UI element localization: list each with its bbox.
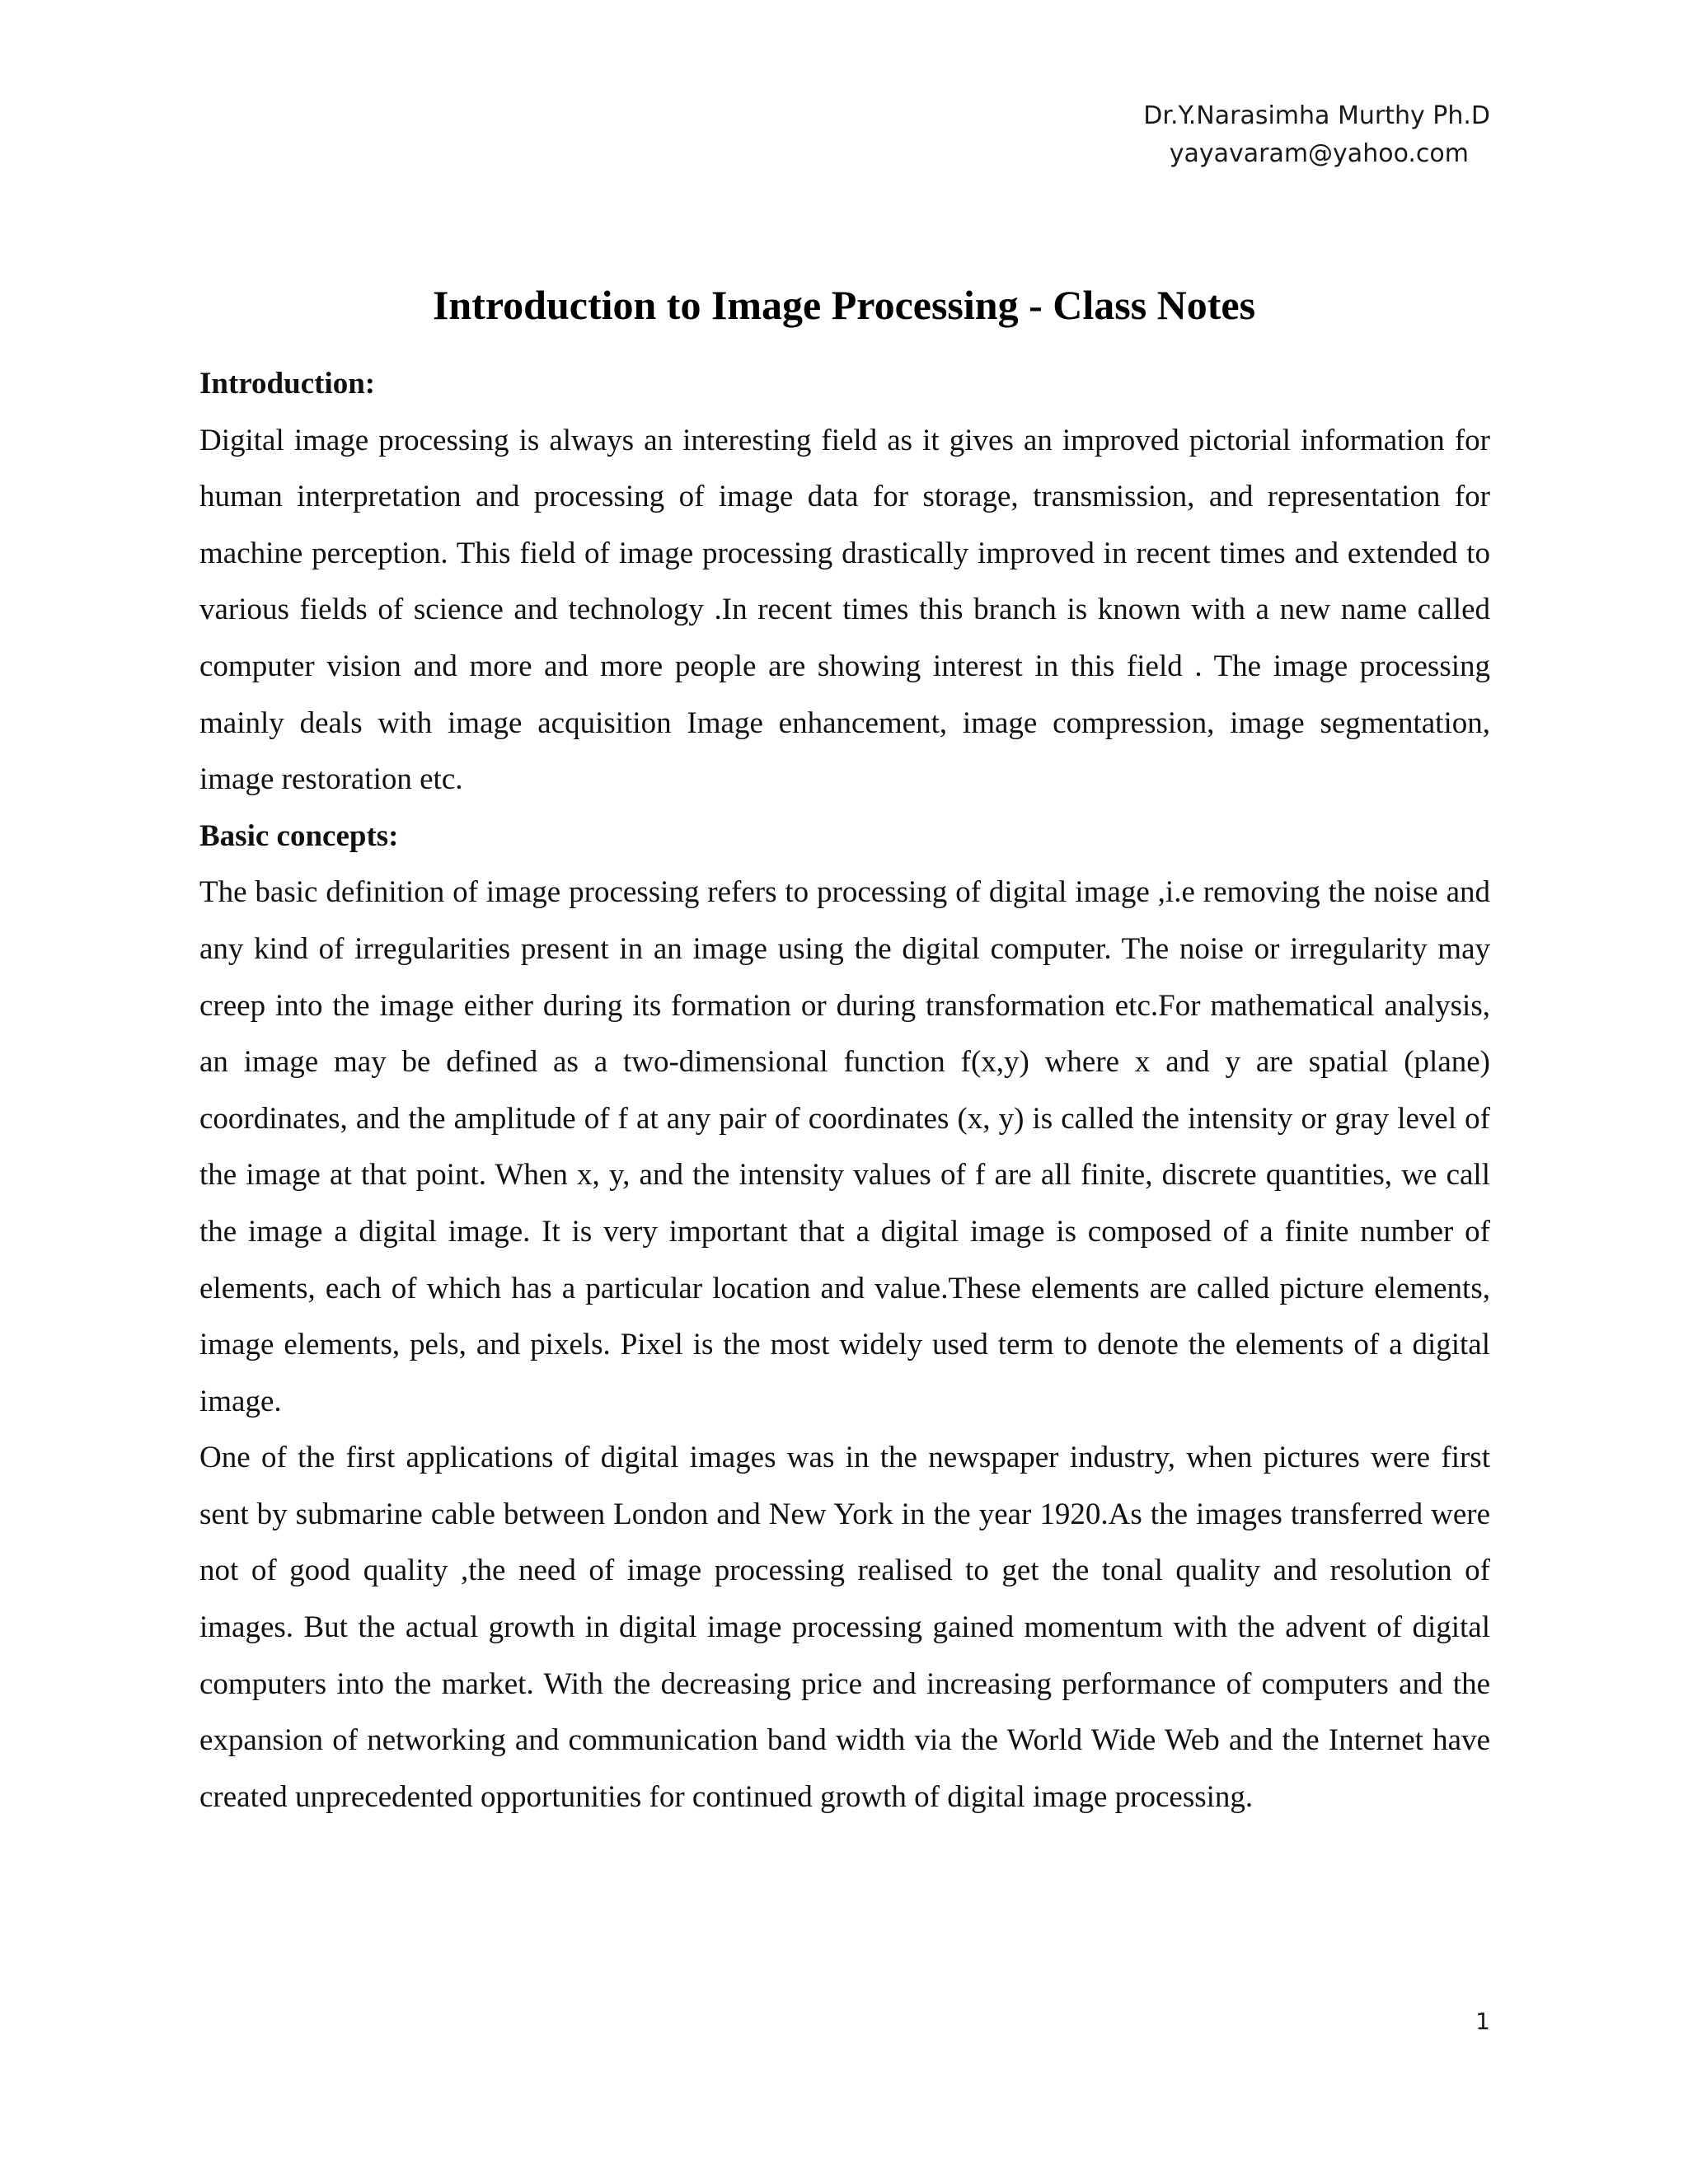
document-body [199,356,1490,1825]
author-name: Dr.Y.Narasimha Murthy Ph.D [1143,101,1490,130]
introduction-paragraph: Digital image processing is always an interesting field as it gives an improved pictorial information for human interpretation and processing of image data for storage, transmission, and representation for machine perception. This field of image processing drastically improved in recent times and extended to various fields of science and technology .In recent times this branch is known with a new name called computer vision and more and more people are showing interest in this field . The image processing mainly deals with image acquisition Image enhancement, image compression, image segmentation, image restoration etc. [199,423,1490,797]
basic-concepts-paragraph-2: One of the first applications of digital images was in the newspaper industry, when pictures were first sent by submarine cable between London and New York in the year 1920.As the images transferred were not of good quality ,the need of image processing realised to get the tonal quality and resolution of images. But the actual growth in digital image processing gained momentum with the advent of digital computers into the market. With the decreasing price and increasing performance of computers and the expansion of networking and communication band width via the World Wide Web and the Internet have created unprecedented opportunities for continued growth of digital image processing. [199,1441,1490,1814]
basic-concepts-paragraph-1: The basic definition of image processing refers to processing of digital image ,i.e removing the noise and any kind of irregularities present in an image using the digital computer. The noise or irregularity may creep into the image either during its formation or during transformation etc.For mathematical analysis, an image may be defined as a two-dimensional function f(x,y) where x and y are spatial (plane) coordinates, and the amplitude of f at any pair of coordinates (x, y) is called the intensity or gray level of the image at that point. When x, y, and the intensity values of f are all finite, discrete quantities, we call the image a digital image. It is very important that a digital image is composed of a finite number of elements, each of which has a particular location and value.These elements are called picture elements, image elements, pels, and pixels. Pixel is the most widely used term to denote the elements of a digital image. [199,875,1490,1418]
section-heading-basic-concepts: Basic concepts: [199,818,399,853]
page-title: Introduction to Image Processing - Class Notes [432,282,1256,328]
page-number: 1 [1475,2008,1490,2035]
author-email: yayavaram@yahoo.com [1169,139,1469,168]
author-block [1030,97,1490,173]
section-heading-introduction: Introduction: [199,367,376,401]
